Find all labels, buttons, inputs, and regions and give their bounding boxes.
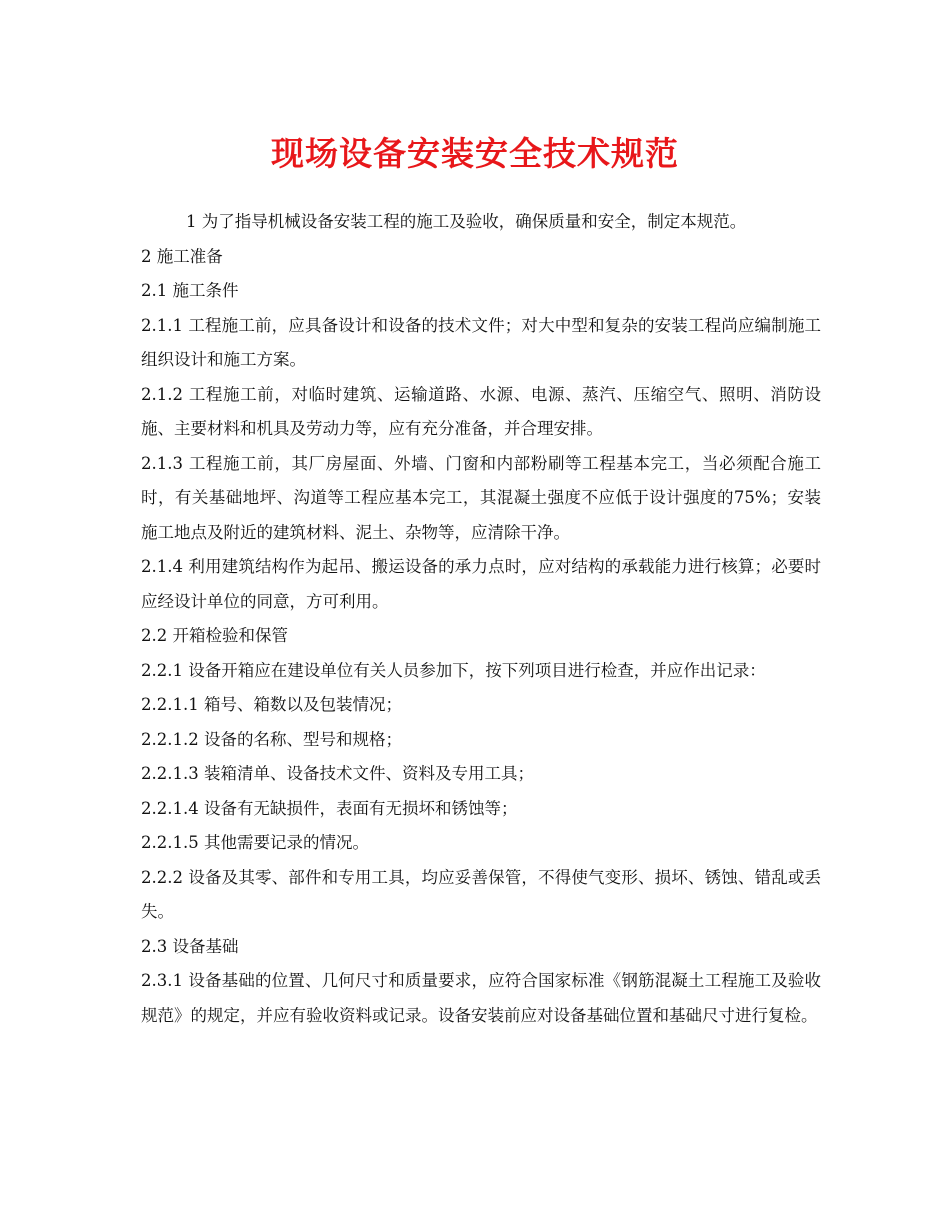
paragraph: 2.1.3 工程施工前，其厂房屋面、外墙、门窗和内部粉刷等工程基本完工，当必须配合施工时，有关基础地坪、沟道等工程应基本完工，其混凝土强度不应低于设计强度的75%；安装施工地点及附近的建筑材料、泥土、杂物等，应清除干净。	[141, 453, 821, 542]
paragraph: 2.2 开箱检验和保管	[141, 626, 288, 645]
paragraph: 2.1 施工条件	[141, 281, 239, 300]
paragraph: 2.1.4 利用建筑结构作为起吊、搬运设备的承力点时，应对结构的承载能力进行核算；必要时应经设计单位的同意，方可利用。	[141, 557, 821, 611]
paragraph: 2 施工准备	[141, 246, 223, 266]
paragraph: 2.2.1 设备开箱应在建设单位有关人员参加下，按下列项目进行检查，并应作出记录：	[141, 660, 766, 680]
paragraph: 2.2.1.1 箱号、箱数以及包装情况；	[141, 695, 402, 714]
paragraph: 2.1.2 工程施工前，对临时建筑、运输道路、水源、电源、蒸汽、压缩空气、照明、消防设施、主要材料和机具及劳动力等，应有充分准备，并合理安排。	[141, 384, 821, 438]
paragraph: 2.3 设备基础	[141, 936, 239, 956]
paragraph: 2.2.1.4 设备有无缺损件，表面有无损坏和锈蚀等；	[141, 798, 518, 818]
paragraph: 2.1.1 工程施工前，应具备设计和设备的技术文件；对大中型和复杂的安装工程尚应编制施工组织设计和施工方案。	[141, 315, 821, 369]
document-title: 现场设备安装安全技术规范	[271, 134, 679, 173]
paragraph: 2.2.2 设备及其零、部件和专用工具，均应妥善保管，不得使气变形、损坏、锈蚀、错乱或丢失。	[141, 867, 821, 921]
paragraph: 2.3.1 设备基础的位置、几何尺寸和质量要求，应符合国家标准《钢筋混凝土工程施工及验收规范》的规定，并应有验收资料或记录。设备安装前应对设备基础位置和基础尺寸进行复检。	[141, 971, 821, 1025]
paragraph: 1 为了指导机械设备安装工程的施工及验收，确保质量和安全，制定本规范。	[186, 212, 747, 231]
document-body	[141, 205, 821, 1033]
paragraph: 2.2.1.2 设备的名称、型号和规格；	[141, 729, 402, 749]
paragraph: 2.2.1.3 装箱清单、设备技术文件、资料及专用工具；	[141, 764, 534, 783]
paragraph: 2.2.1.5 其他需要记录的情况。	[141, 833, 369, 852]
